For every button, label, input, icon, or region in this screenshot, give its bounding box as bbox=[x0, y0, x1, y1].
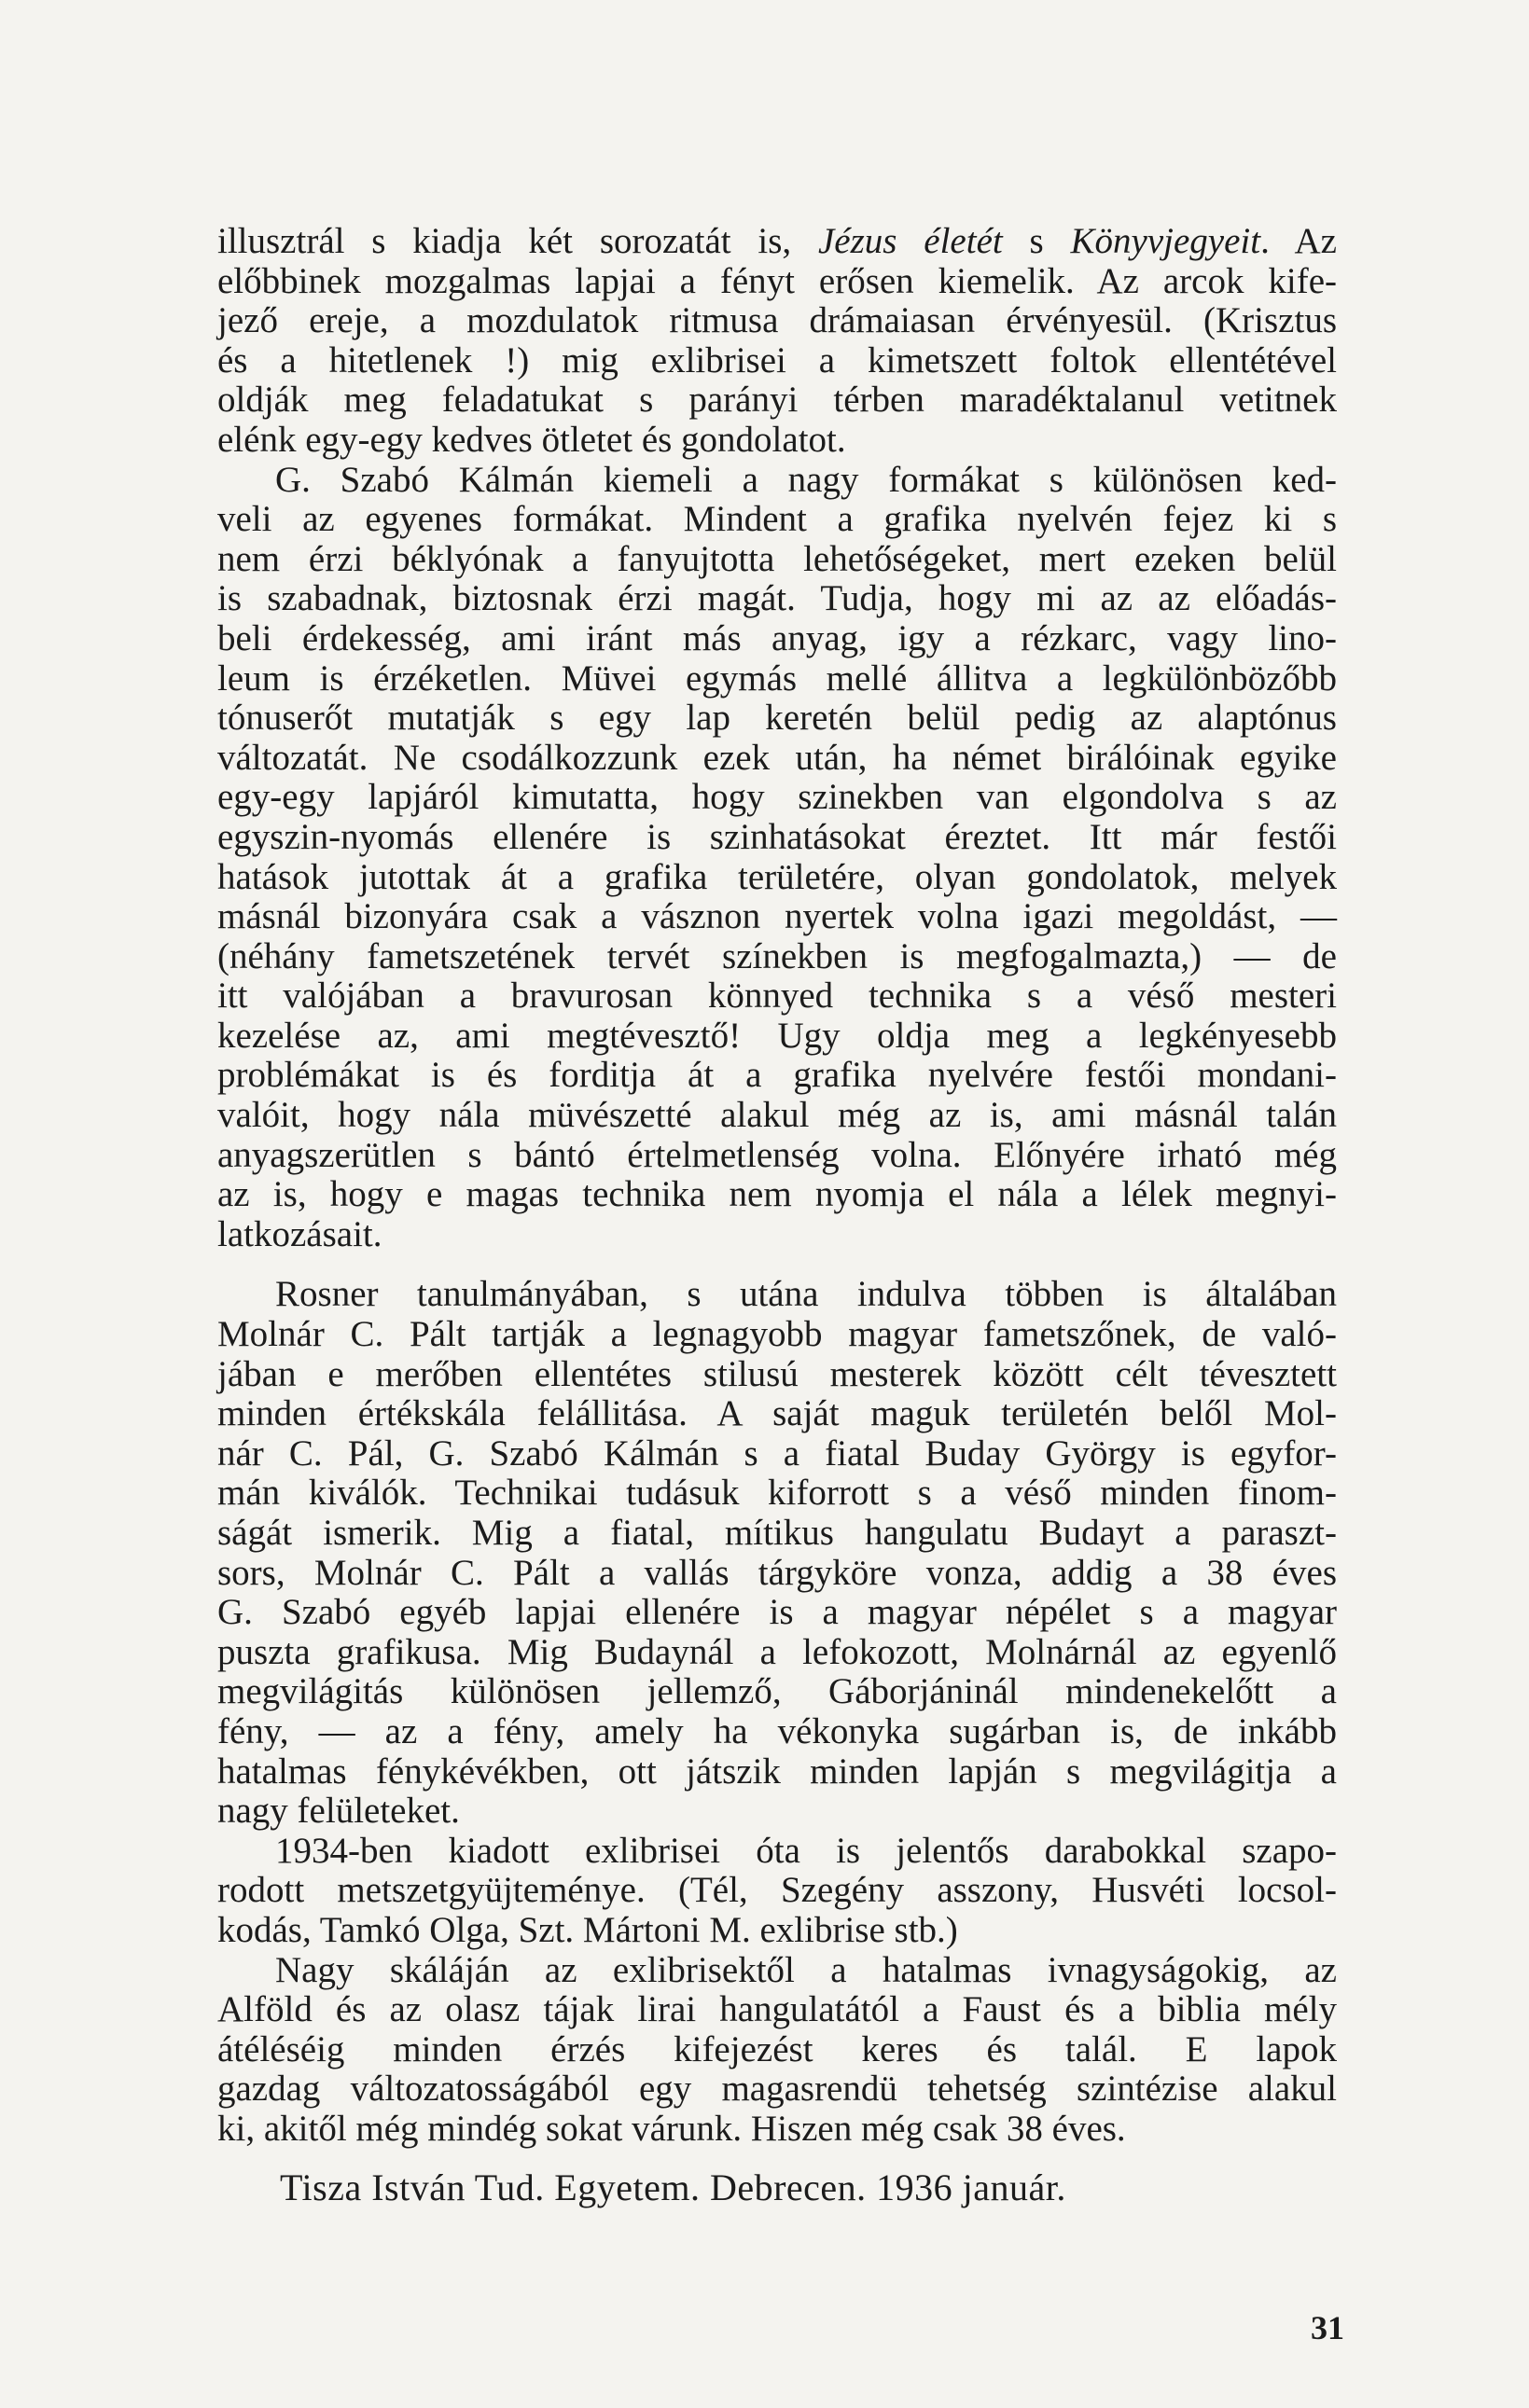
paragraph-4 bbox=[217, 1832, 1337, 1951]
text-line: egy-egy lapjáról kimutatta, hogy szinekben van elgondolva s az bbox=[217, 777, 1337, 818]
paragraph-5 bbox=[217, 1951, 1337, 2150]
text-line: és a hitetlenek !) mig exlibrisei a kimetszett foltok ellentétével bbox=[217, 339, 1337, 381]
text-line: nem érzi béklyónak a fanyujtotta lehetőségeket, mert ezeken belül bbox=[217, 538, 1337, 579]
text-line: itt valójában a bravurosan könnyed technika s a véső mesteri bbox=[217, 976, 1337, 1017]
text-line: oldják meg feladatukat s parányi térben maradéktalanul vetitnek bbox=[217, 380, 1337, 421]
text-line: elénk egy-egy kedves ötletet és gondolatot. bbox=[217, 419, 846, 460]
text-line: jában e merőben ellentétes stilusú mesterek között célt tévesztett bbox=[217, 1353, 1337, 1394]
text-line: G. Szabó egyéb lapjai ellenére is a magyar népélet s a magyar bbox=[217, 1592, 1337, 1633]
author-affiliation: Tisza István Tud. Egyetem. Debrecen. 1936 január. bbox=[280, 2166, 1066, 2208]
text-line: rodott metszetgyüjteménye. (Tél, Szegény asszony, Husvéti locsol- bbox=[217, 1870, 1337, 1911]
text-line: 1934-ben kiadott exlibrisei óta is jelentős darabokkal szapo- bbox=[275, 1830, 1337, 1871]
text-line: (néhány fametszetének tervét színekben is megfogalmazta,) — de bbox=[217, 935, 1337, 976]
text-line: is szabadnak, biztosnak érzi magát. Tudja, hogy mi az az előadás- bbox=[217, 578, 1337, 619]
text-line: hatások jutottak át a grafika területére, olyan gondolatok, melyek bbox=[217, 856, 1337, 897]
text-line: jező ereje, a mozdulatok ritmusa drámaiasan érvényesül. (Krisztus bbox=[217, 300, 1337, 341]
text-line: nár C. Pál, G. Szabó Kálmán s a fiatal Buday György is egyfor- bbox=[217, 1432, 1337, 1474]
text-line: Molnár C. Pált tartják a legnagyobb magyar fametszőnek, de való- bbox=[217, 1314, 1337, 1355]
text-line: az is, hogy e magas technika nem nyomja el nála a lélek megnyi- bbox=[217, 1174, 1337, 1215]
text-line: G. Szabó Kálmán kiemeli a nagy formákat s különösen ked- bbox=[275, 459, 1337, 500]
book-title: Jézus életét bbox=[817, 221, 1003, 261]
text-line: minden értékskála felállitása. A saját maguk területén belől Mol- bbox=[217, 1393, 1337, 1434]
text-line: gazdag változatosságából egy magasrendü tehetség szintézise alakul bbox=[217, 2069, 1337, 2110]
text-line: beli érdekesség, ami iránt más anyag, igy a rézkarc, vagy lino- bbox=[217, 617, 1337, 658]
text-line: hatalmas fénykévékben, ott játszik minden lapján s megvilágitja a bbox=[217, 1751, 1337, 1792]
text-line: Nagy skáláján az exlibrisektől a hatalmas ivnagyságokig, az bbox=[275, 1949, 1337, 1990]
text-line: ságát ismerik. Mig a fiatal, mítikus hangulatu Budayt a paraszt- bbox=[217, 1513, 1337, 1553]
book-title: Könyvjegyeit bbox=[1070, 221, 1261, 261]
text-line: átéléséig minden érzés kifejezést keres és talál. E lapok bbox=[217, 2028, 1337, 2069]
text-run: . Az bbox=[1260, 221, 1337, 261]
text-line: valóit, hogy nála müvészetté alakul még az is, ami másnál talán bbox=[217, 1095, 1337, 1136]
text-line: változatát. Ne csodálkozzunk ezek után, ha német birálóinak egyike bbox=[217, 737, 1337, 778]
text-line: ki, akitől még mindég sokat várunk. Hiszen még csak 38 éves. bbox=[217, 2108, 1126, 2149]
text-line: kezelése az, ami megtévesztő! Ugy oldja meg a legkényesebb bbox=[217, 1015, 1337, 1056]
text-line: leum is érzéketlen. Müvei egymás mellé állitva a legkülönbözőbb bbox=[217, 657, 1337, 699]
text-line: sors, Molnár C. Pált a vallás tárgyköre vonza, addig a 38 éves bbox=[217, 1552, 1337, 1593]
text-line: nagy felületeket. bbox=[217, 1791, 460, 1832]
text-line: kodás, Tamkó Olga, Szt. Mártoni M. exlibrise stb.) bbox=[217, 1909, 958, 1950]
text-line: mán kiválók. Technikai tudásuk kiforrott s a véső minden finom- bbox=[217, 1473, 1337, 1514]
text-line: latkozásait. bbox=[217, 1213, 382, 1254]
text-line: Rosner tanulmányában, s utána indulva többen is általában bbox=[275, 1274, 1337, 1315]
paragraph-2 bbox=[217, 461, 1337, 1255]
text-line: anyagszerütlen s bántó értelmetlenség volna. Előnyére irható még bbox=[217, 1134, 1337, 1175]
paragraph-gap bbox=[217, 1254, 1337, 1275]
text-line: tónuserőt mutatják s egy lap keretén belül pedig az alaptónus bbox=[217, 698, 1337, 739]
text-line: veli az egyenes formákat. Mindent a grafika nyelvén fejez ki s bbox=[217, 499, 1337, 540]
text-run: s bbox=[1002, 221, 1071, 261]
text-line: puszta grafikusa. Mig Budaynál a lefokozott, Molnárnál az egyenlő bbox=[217, 1631, 1337, 1672]
text-line: megvilágitás különösen jellemző, Gáborjáninál mindenekelőtt a bbox=[217, 1671, 1337, 1712]
paragraph-1 bbox=[217, 222, 1337, 461]
page-number: 31 bbox=[1311, 2309, 1344, 2346]
text-line: Alföld és az olasz tájak lirai hangulatától a Faust és a biblia mély bbox=[217, 1989, 1337, 2030]
text-line: fény, — az a fény, amely ha vékonyka sugárban is, de inkább bbox=[217, 1710, 1337, 1751]
text-line: előbbinek mozgalmas lapjai a fényt erősen kiemelik. Az arcok kife- bbox=[217, 260, 1337, 301]
text-line: egyszin-nyomás ellenére is szinhatásokat éreztet. Itt már festői bbox=[217, 816, 1337, 857]
text-run: illusztrál s kiadja két sorozatát is, bbox=[217, 221, 818, 261]
paragraph-3 bbox=[217, 1275, 1337, 1831]
article-body bbox=[217, 222, 1337, 2150]
text-line: problémákat is és forditja át a grafika nyelvére festői mondani- bbox=[217, 1055, 1337, 1096]
text-line bbox=[217, 222, 1337, 262]
text-line: másnál bizonyára csak a vásznon nyertek volna igazi megoldást, — bbox=[217, 896, 1337, 937]
